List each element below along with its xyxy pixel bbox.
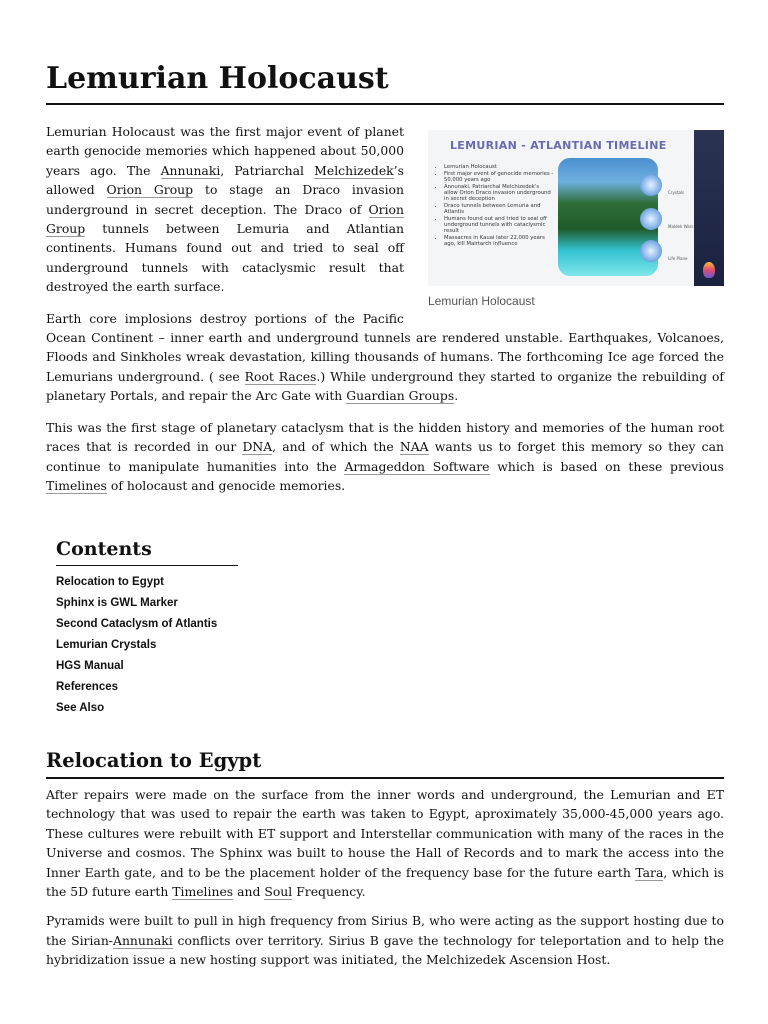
toc-item-relocation-to-egypt[interactable]: Relocation to Egypt (56, 576, 164, 588)
toc-item-see-also[interactable]: See Also (56, 702, 105, 714)
text-run: wants us to forget this memory so they can continue to manipulate humanities into the (46, 439, 724, 474)
link-naa[interactable]: NAA (399, 439, 429, 455)
text-run: ’s allowed (46, 162, 404, 198)
link-melchizedek[interactable]: Melchizedek (314, 162, 394, 178)
toc-list (56, 572, 238, 719)
link-timelines[interactable]: Timelines (46, 477, 107, 493)
text-run: to stage an Draco invasion underground in secret deception. The Draco of (46, 182, 404, 217)
circle-label: Life Plane (668, 256, 688, 261)
flame-logo-icon (703, 262, 715, 278)
toc-item-hgs-manual[interactable]: HGS Manual (56, 660, 124, 672)
text-run: .) While underground they started to organize the rebuilding of planetary Portals, and repair the Arc Gate with (46, 368, 724, 404)
text-run: , which is the 5D future earth (46, 864, 724, 900)
figure-caption: Lemurian Holocaust (428, 294, 535, 308)
image-bullet: • Massacres in Kauai later 22,000 years ago, kill Mairtarch influence (444, 235, 554, 247)
timeline-image[interactable] (428, 130, 724, 286)
text-run: tunnels between Lemuria and Atlantian continents. Humans found out and tried to seal off underground tunnels with cataclysmic result that destroyed the earth surface. (46, 221, 404, 295)
section-heading: Relocation to Egypt (46, 747, 724, 779)
intro-paragraph-3 (46, 418, 724, 496)
section-paragraph-1 (46, 785, 724, 901)
table-of-contents (56, 536, 238, 719)
text-run: Lemurian Holocaust was the first major event of planet earth genocide memories which happened about 50,000 years ago. The (46, 124, 404, 178)
image-bullet: • Annunaki, Patriarchal Melchizedek's allow Orion Draco invasion underground in secret deception (444, 184, 554, 202)
figure-icon (640, 208, 662, 230)
text-run: Frequency. (292, 884, 366, 900)
text-run: of holocaust and genocide memories. (106, 477, 346, 493)
toc-item-references[interactable]: References (56, 681, 119, 693)
crystal-icon (640, 174, 662, 196)
text-run: , and of which the (272, 439, 400, 455)
link-root-races[interactable]: Root Races (244, 368, 317, 384)
link-armageddon-software[interactable]: Armageddon Software (344, 458, 490, 474)
link-tara[interactable]: Tara (635, 864, 664, 880)
text-run: . (454, 388, 459, 404)
toc-heading: Contents (56, 536, 238, 566)
circle-label: Crystals (668, 190, 685, 195)
link-annunaki[interactable]: Annunaki (113, 932, 173, 948)
text-run: Earth core implosions destroy portions of the Pacific Ocean Continent – inner earth and underground tunnels are rendered unstable. Earthquakes, Volcanoes, Floods and Sinkholes wreak devastation, killing thousands of humans. The forthcoming Ice age forced the Lemurians underground. ( see (46, 310, 724, 384)
toc-item-sphinx-is-gwl-marker[interactable]: Sphinx is GWL Marker (56, 597, 178, 609)
link-annunaki[interactable]: Annunaki (160, 162, 221, 178)
link-orion-group[interactable]: Orion Group (46, 201, 404, 237)
toc-item-second-cataclysm[interactable]: Second Cataclysm of Atlantis (56, 618, 218, 630)
intro-paragraph-2 (46, 309, 724, 406)
figure (424, 130, 724, 311)
text-run: and (233, 884, 265, 900)
text-run: which is based on these previous (489, 458, 724, 474)
flower-of-life-icon (640, 240, 662, 262)
section-paragraph-2 (46, 911, 724, 969)
circle-label: Maldek Wars (668, 224, 694, 229)
article-body (46, 122, 724, 507)
link-timelines[interactable]: Timelines (172, 884, 234, 900)
section-relocation-to-egypt (46, 747, 724, 980)
text-run: conflicts over territory. Sirius B gave the technology for teleportation and to help the hybridization issue a new hosting support was initiated, the Melchizedek Ascension Host. (46, 932, 724, 968)
text-run: , Patriarchal (220, 162, 315, 178)
image-bullets (432, 164, 554, 248)
link-soul[interactable]: Soul (264, 884, 293, 900)
text-run: After repairs were made on the surface from the inner words and underground, the Lemurian and ET technology that was used to repair the earth was taken to Egypt, aproximately 35,000-45,000 years ago. These cultures were rebuilt with ET support and Interstellar communication with many of the races in the Universe and cosmos. The Sphinx was built to house the Hall of Records and to mark the access into the Inner Earth gate, and to be the placement holder of the frequency base for the future earth (46, 787, 724, 880)
image-header: LEMURIAN - ATLANTIAN TIMELINE (450, 139, 667, 152)
image-bullet: • Draco tunnels between Lemuria and Atlantis (444, 203, 554, 215)
image-bullet: • Lemurian Holocaust (444, 164, 554, 170)
image-bullet: • Humans found out and tried to seal off underground tunnels with cataclysmic result (444, 216, 554, 234)
text-run: This was the first stage of planetary cataclysm that is the hidden history and memories of the human root races that is recorded in our (46, 419, 724, 455)
link-orion-group[interactable]: Orion Group (106, 182, 194, 198)
page-title: Lemurian Holocaust (46, 60, 724, 105)
toc-item-lemurian-crystals[interactable]: Lemurian Crystals (56, 639, 157, 651)
image-bullet: • First major event of genocide memories - 50,000 years ago (444, 171, 554, 183)
link-guardian-groups[interactable]: Guardian Groups (346, 388, 455, 404)
text-run: Pyramids were built to pull in high frequency from Sirius B, who were acting as the support hosting due to the Sirian- (46, 913, 724, 948)
link-dna[interactable]: DNA (242, 439, 273, 455)
